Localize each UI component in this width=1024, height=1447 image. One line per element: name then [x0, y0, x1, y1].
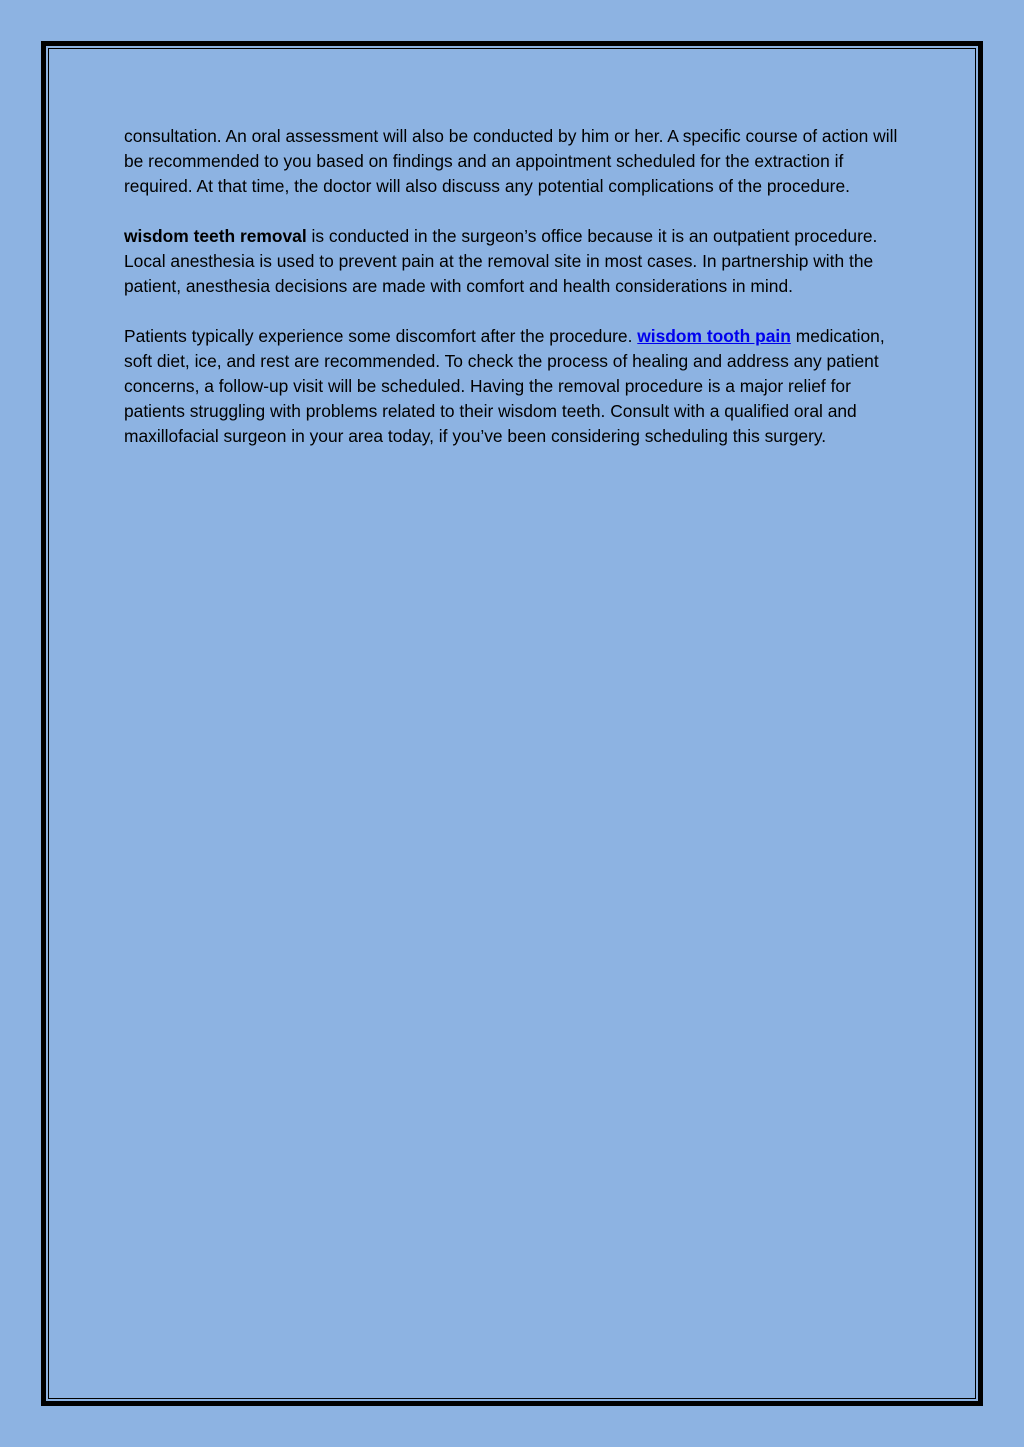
document-body	[124, 124, 914, 474]
paragraph-removal-text: is conducted in the surgeon’s office because it is an outpatient procedure. Local anesthesia is used to prevent pain at the removal site in most cases. In partnership with the patient, anesthesia decisions are made with comfort and health considerations in mind.	[124, 226, 878, 296]
paragraph-aftercare-text-before-link: Patients typically experience some discomfort after the procedure.	[124, 326, 638, 346]
paragraph-aftercare	[124, 324, 914, 449]
bold-lead-wisdom-teeth-removal: wisdom teeth removal	[124, 226, 307, 246]
wisdom-tooth-pain-link[interactable]: wisdom tooth pain	[637, 326, 791, 346]
paragraph-consultation-text: consultation. An oral assessment will also be conducted by him or her. A specific course of action will be recommended to you based on findings and an appointment scheduled for the extraction if required. At that time, the doctor will also discuss any potential complications of the procedure.	[124, 126, 898, 196]
paragraph-consultation	[124, 124, 914, 199]
paragraph-removal	[124, 224, 914, 299]
paragraph-aftercare-text-after-link: medication, soft diet, ice, and rest are recommended. To check the process of healing and address any patient concerns, a follow-up visit will be scheduled. Having the removal procedure is a major relief for patients struggling with problems related to their wisdom teeth. Consult with a qualified oral and maxillofacial surgeon in your area today, if you’ve been considering scheduling this surgery.	[124, 326, 885, 446]
